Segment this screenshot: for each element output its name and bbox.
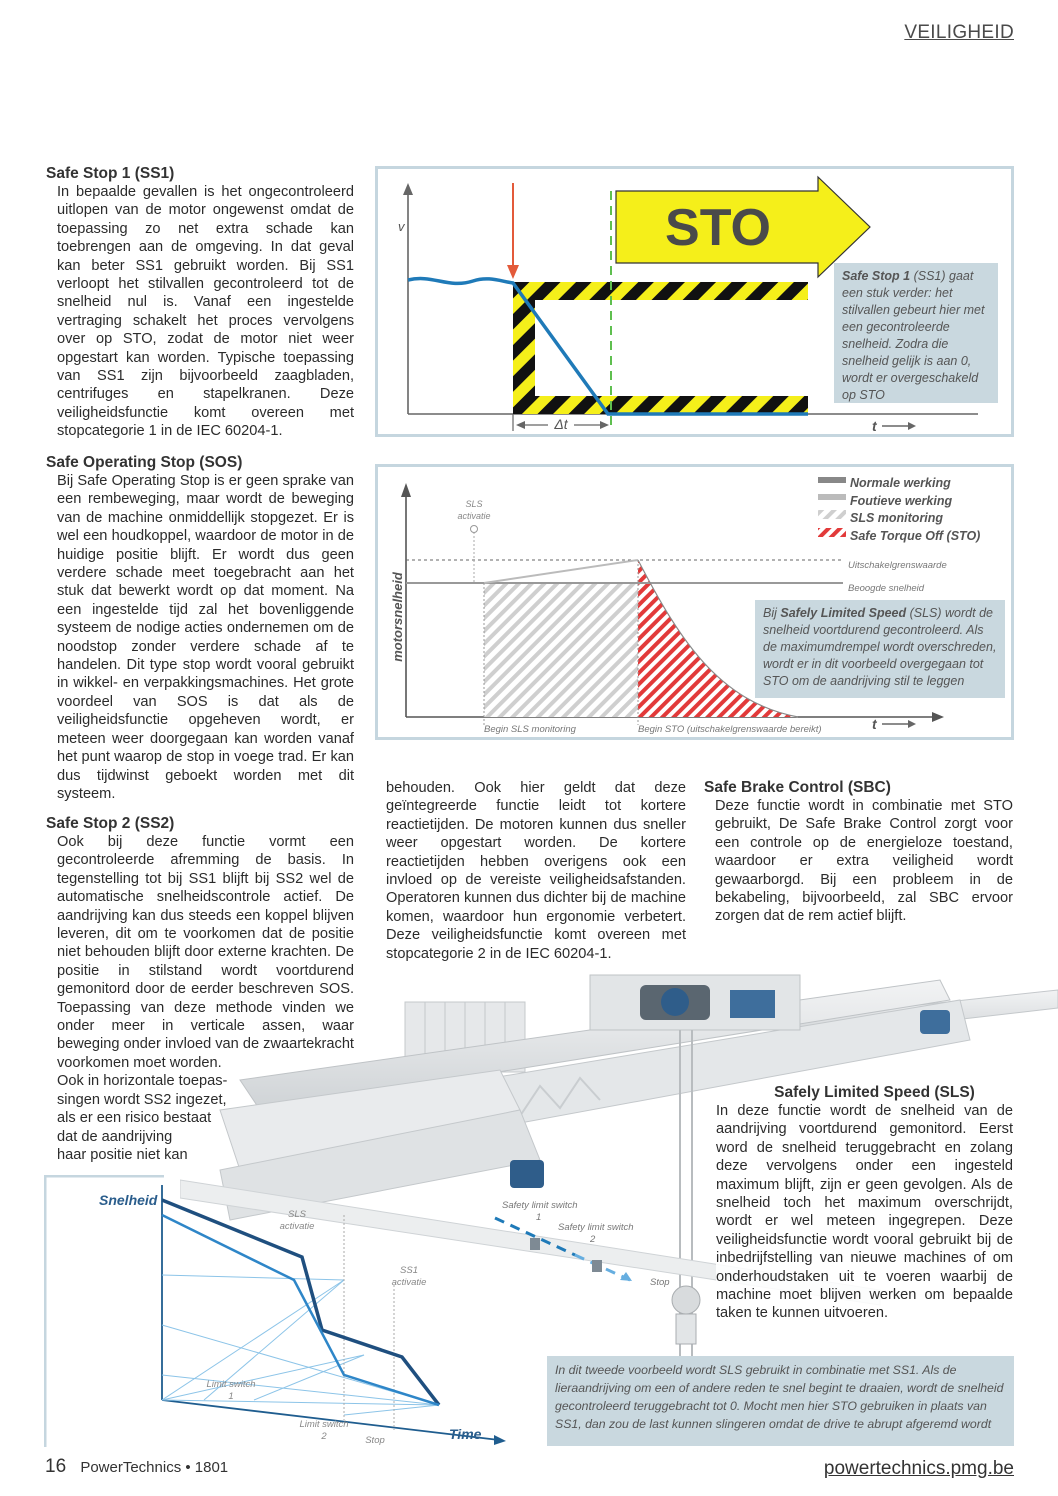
limit-line-label: Uitschakelgrenswaarde [848,560,947,571]
crane-stop-label: Stop [650,1277,670,1288]
dt-label: Δt [554,416,568,432]
y-label: motorsnelheid [390,572,405,662]
page-number: 16 [45,1456,67,1477]
crane-trolley [590,975,800,1030]
ss2-continued: behouden. Ook hier geldt dat deze geïntegreerde functie leidt tot kortere reactietijden. De motoren kunnen dus sneller weer opgestart worden. De kortere reactietijden hebben overigens ook een invloed op de vereiste veiligheidsafstanden. Operatoren kunnen dus dichter bij de machine komen, waardoor hun ergonomie verbetert. Deze veiligheidsfunctie komt overeen met stopcategorie 2 in de IEC 60204-1. [386,780,686,962]
hazard-bar-bottom [513,396,808,414]
trigger-arrow-icon [507,265,519,279]
x-axis-arrow-3-icon [494,1435,506,1445]
legend-swatch-sls [818,510,846,519]
ss1-text: In bepaalde gevallen is het ongecontroleerd uitlopen van de motor ongewenst omdat de toepassing zo net extra schade kan toebrengen aan de omgeving. In dat geval kan beter SS1 gebruikt worden. Bij SS1 verloopt het stilvallen gecontroleerd tot de snelheid nul is. Vanaf een ingestelde vertraging schakelt het proces vervolgens over op STO, zodat de motor niet weer opgestart kan worden. Typische toepassing van SS1 zijn bijvoorbeeld zaagbladen, centrifuges en stapelkranen. Deze veiligheidsfunctie komt overeen met stopcategorie 1 in de IEC 60204-1. [57,184,354,440]
t-label-2: t [872,716,877,732]
intended-speed-label: Beoogde snelheid [848,583,925,594]
sls-activation-label-1: SLS [465,499,483,509]
sls-activation-marker-icon [471,526,478,533]
footer-url[interactable]: powertechnics.pmg.be [823,1458,1014,1479]
y-axis-arrow-icon [401,483,411,497]
legend-normal: Normale werking [850,476,951,490]
y-label-3: Snelheid [99,1192,158,1208]
limit-switch-1-label-2: 1 [228,1391,234,1402]
sls-monitoring-area [484,583,638,717]
stop-label-3: Stop [365,1435,385,1446]
speed-time-caption: In dit tweede voorbeeld wordt SLS gebruikt in combinatie met SS1. Als de lieraandrijving om een of andere reden te snel begint te draaien, wordt de snelheid gecontroleerd teruggebracht tot 0. Mocht men hier STO gebruiken in plaats van SS1, dan zou de last kunnen slingeren omdat de drive te abrupt afgeremd wordt [547,1356,1014,1446]
limit-switch-2-label-2: 2 [321,1431,327,1442]
x-label-sls: Begin SLS monitoring [484,724,576,735]
faulty-line [484,560,638,583]
figure-ss1 [375,166,1014,437]
sls-text: In deze functie wordt de snelheid van de aandrijving voortdurend gemonitord. Eerst word de snelheid teruggebracht en zolang deze vervolgens onder een ingesteld maximum blijft, zijn er geen gevolgen. Als de snelheid toch het maximum overschrijdt, wordt er wel meteen ingegrepen. Deze veiligheidsfunctie wordt vooral gebruikt bij de inbedrijfstelling van nieuwe machines of om onderhoudstaken uit te voeren waarbij de machine moet blijven werken om bepaalde taken te kunnen uitvoeren. [716,1103,1013,1322]
t-label: t [872,418,877,434]
legend-sls: SLS monitoring [850,511,944,525]
x-label-3: Time [449,1426,482,1442]
safety-switch-2-icon [592,1260,602,1272]
sls-activation-3-2: activatie [279,1221,315,1232]
crane-hook-icon [672,1286,700,1344]
x-axis-arrow-icon [932,712,944,722]
legend-sto: Safe Torque Off (STO) [850,529,981,543]
x-label-sto: Begin STO (uitschakelgrenswaarde bereikt) [638,724,822,735]
ss1-caption: Safe Stop 1 (SS1) gaat een stuk verder: het stilvallen gebeurt hier met een gecontroleerde snelheid. Zodra die snelheid gelijk is aan 0, wordt er overgeschakeld op STO [834,263,998,403]
crane-switch-2-label-1: Safety limit switch [558,1222,634,1233]
v-axis-arrow-icon [403,183,413,195]
sbc-text: Deze functie wordt in combinatie met STO gebruikt, De Safe Brake Control zorgt voor een controle op de energieloze toestand, waardoor er extra veiligheid wordt gewaarborgd. Bij een probleem in de bekabeling, bijvoorbeeld, zal SBC ervoor zorgen dat de rem actief blijft. [715,798,1013,925]
crane-switch-1-label-2: 1 [536,1212,542,1223]
ss1-section [46,165,354,441]
legend-swatch-faulty [818,494,846,500]
sto-label: STO [665,199,771,257]
sos-title: Safe Operating Stop (SOS) [46,454,243,471]
figure-sls [375,464,1014,740]
magazine-name: PowerTechnics • 1801 [80,1459,229,1476]
legend-faulty: Foutieve werking [850,494,953,508]
ss1-activation-2: activatie [391,1277,427,1288]
limit-switch-1-label-1: Limit switch [206,1379,256,1390]
sls-caption-bold: Safely Limited Speed [780,606,907,620]
v-label: v [398,219,405,234]
sls-caption: Bij Safely Limited Speed (SLS) wordt de snelheid voortdurend gecontroleerd. Als de maximumdrempel wordt overschreden, wordt er in dit voorbeeld overgegaan tot STO om de aandrijving stil te leggen [755,600,1005,698]
ss1-activation-1: SS1 [400,1265,418,1276]
sls-activation-3-1: SLS [288,1209,306,1220]
travel-motor-2-icon [920,1010,950,1034]
limit-switch-2-label-1: Limit switch [299,1419,349,1430]
t-arrow-icon [908,422,916,430]
sos-text: Bij Safe Operating Stop is er geen sprake van een rembeweging, maar wordt de beweging van de machine onmiddellijk stopgezet. Er is wel een houdkoppel, waardoor de motor in de huidige positie blijft. Er wordt dus geen verdere schade meet toegebracht aan het stuk dat bewerkt wordt op dat moment. Na een ingestelde tijd zal het bovenliggende systeem de nodige acties ondernemen om de noodstop zonder verdere schade af te handelen. Dit type stop wordt vooral gebruikt in wikkel- en verpakkingsmachines. Het grote voordeel van SOS is dat als de veiligheidsfunctie opgeheven wordt, er meteen weer doorgegaan kan worden vanaf het punt waarop de stop in voege trad. Er kan dus tijdwinst geboekt worden met dit systeem. [57,473,354,802]
sls-caption-text: (SLS) wordt de snelheid voortdurend gecontroleerd. Als de maximumdrempel wordt overschreden, wordt er in dit voorbeeld overgegaan tot STO om de aandrijving stil te leggen [763,606,997,688]
sos-section [46,454,354,803]
speed-time-diagram [44,1175,564,1447]
ss1-title: Safe Stop 1 (SS1) [46,165,175,182]
crane-switch-1-label-1: Safety limit switch [502,1200,578,1211]
sbc-title: Safe Brake Control (SBC) [704,779,891,796]
legend-swatch-normal [818,477,846,483]
sls-activation-label-2: activatie [457,511,491,521]
footer-left [45,1456,228,1478]
dt-arrow-right-icon [600,421,609,429]
speed-profile-light [162,1215,439,1405]
sls-title: Safely Limited Speed (SLS) [774,1084,975,1101]
legend [818,476,980,543]
section-tag: VEILIGHEID [904,22,1014,43]
ss2-text: Ook bij deze functie vormt een gecontroleerde afremming de basis. In tegenstelling tot bij SS1 blijft bij SS2 wel de automatische snelheidscontrole actief. De aandrijving kan dus steeds een koppel blijven leveren, dit om te voorkomen dat de positie niet behouden blijft door externe krachten. De positie in stilstand wordt voortdurend gemonitord door de eerder beschreven SOS. Toepassing van deze methode vinden we onder meer in verticale assen, waar beweging onder invloed van de zwaartekracht voorkomen moet worden. [57,834,354,1071]
ss2-text-tail: Ook in horizontale toepas- singen wordt SS2 ingezet, als er een risico bestaat dat de aandrijving haar positie niet kan [57,1073,228,1163]
dt-arrow-left-icon [516,421,525,429]
sbc-section [704,779,1013,926]
legend-swatch-sto [818,528,846,537]
sls-section [716,1084,1013,1323]
ss1-caption-text: gaat een stuk verder: het stilvallen gebeurt hier met een gecontroleerde snelheid. Zodra die snelheid gelijk is aan 0, wordt er overgeschakeld op STO [842,269,985,402]
crane-switch-2-label-2: 2 [590,1234,596,1245]
ss2-title: Safe Stop 2 (SS2) [46,815,175,832]
hazard-bar-top [513,282,808,300]
ss1-caption-title: Safe Stop 1 [842,269,911,283]
